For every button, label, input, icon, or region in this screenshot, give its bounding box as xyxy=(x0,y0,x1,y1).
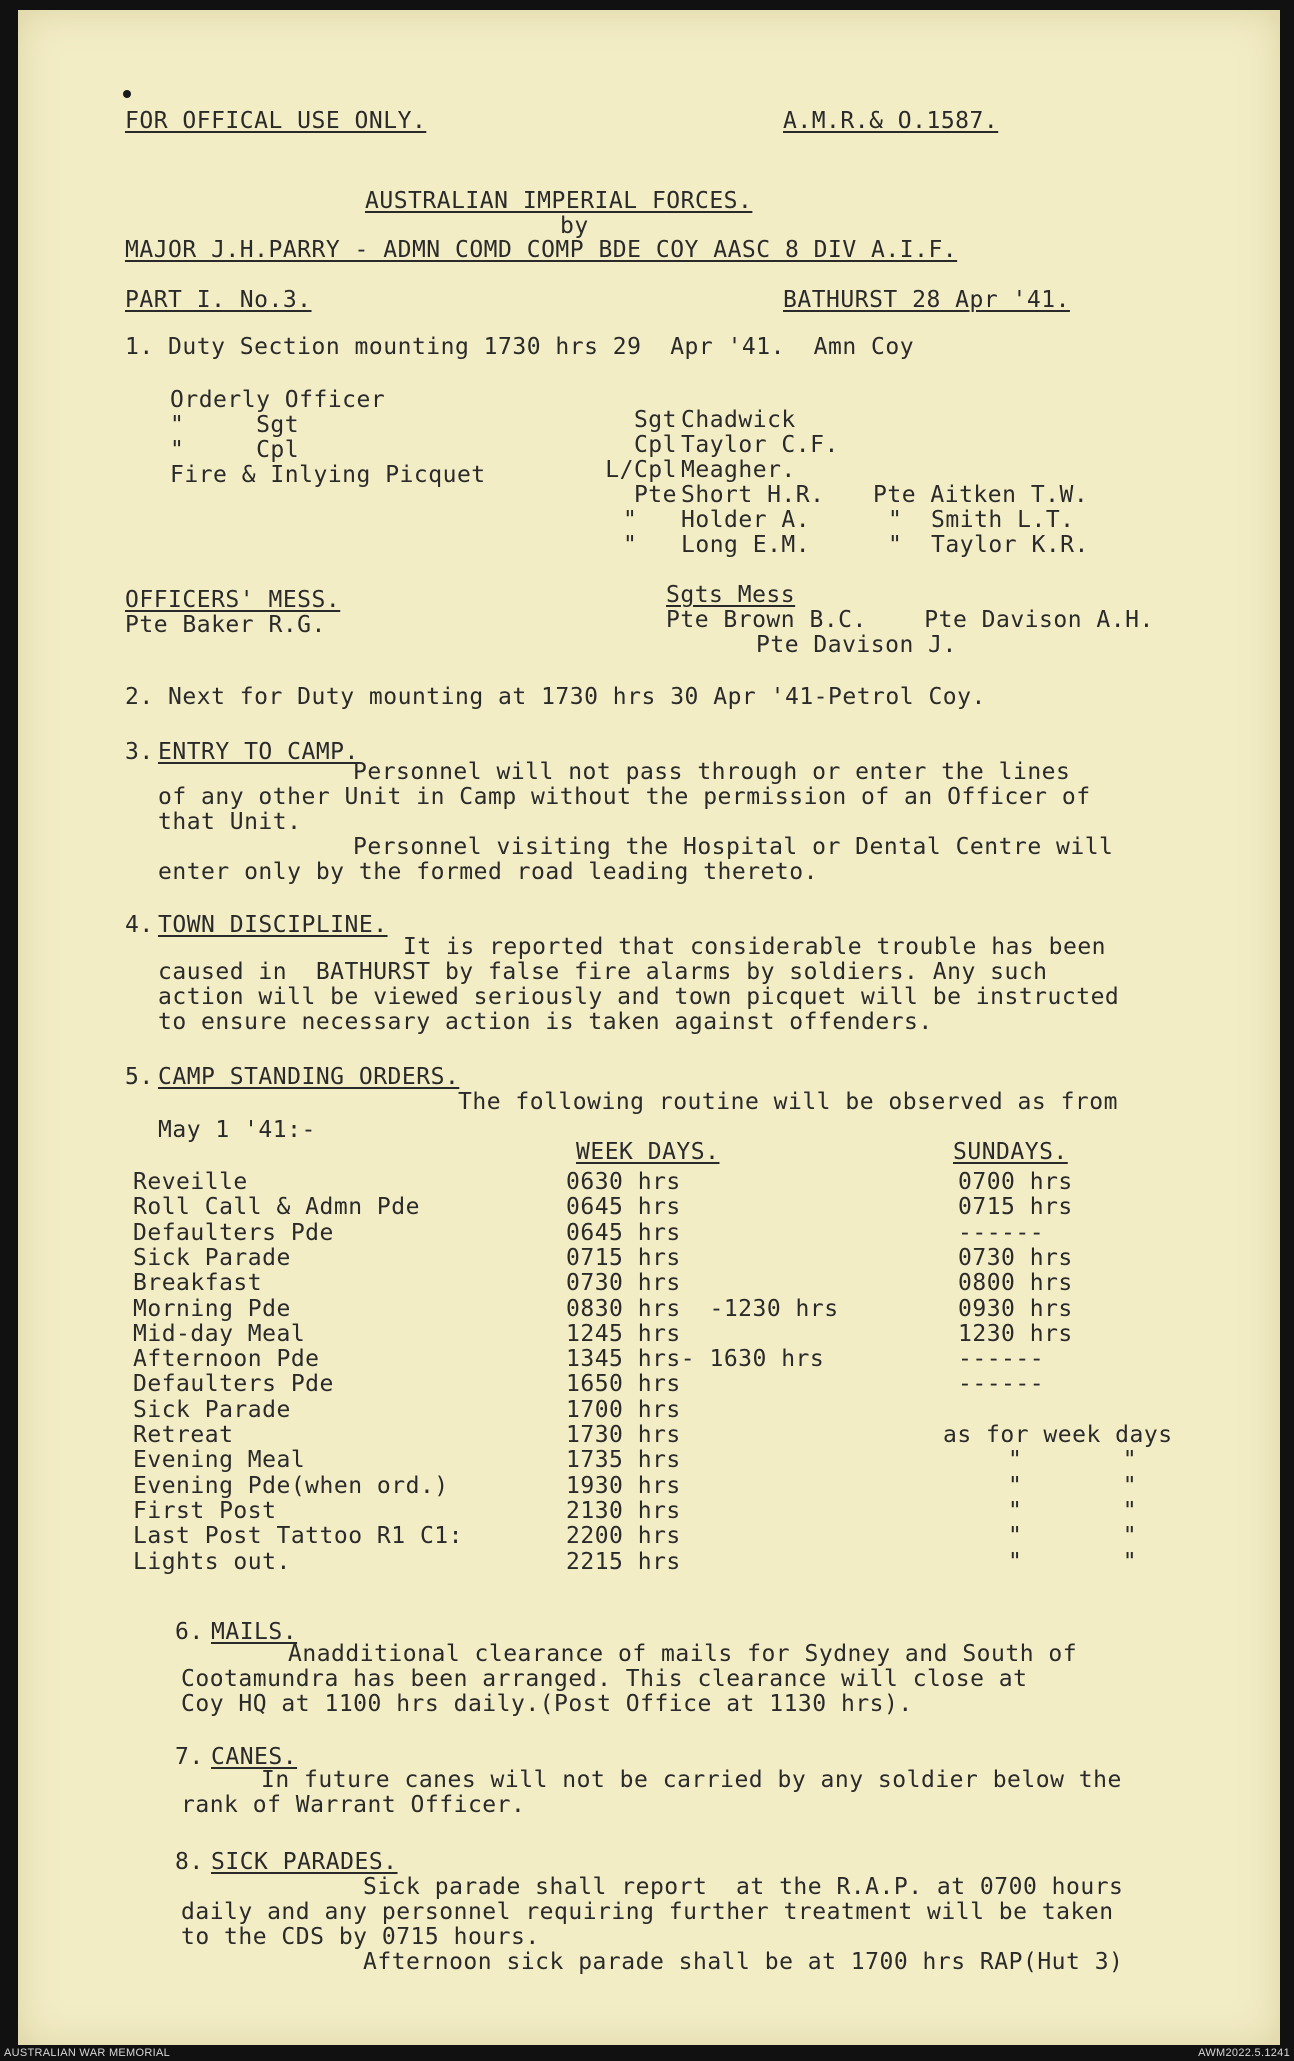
section-text: Personnel visiting the Hospital or Dental Centre will xyxy=(353,834,1114,860)
section-number: 5. xyxy=(125,1064,154,1090)
routine-item: Morning Pde xyxy=(133,1296,291,1322)
routine-item: First Post xyxy=(133,1498,277,1524)
section-title: ENTRY TO CAMP. xyxy=(158,739,359,765)
sgts-mess-names: Pte Brown B.C. Pte Davison A.H. xyxy=(666,607,1154,633)
section-text: to ensure necessary action is taken against offenders. xyxy=(158,1009,933,1035)
section-text: Afternoon sick parade shall be at 1700 hrs RAP(Hut 3) xyxy=(363,1949,1124,1975)
routine-weekday-time: 1345 hrs- 1630 hrs xyxy=(566,1346,825,1372)
rank: " xyxy=(623,507,638,533)
routine-item: Breakfast xyxy=(133,1270,263,1296)
section-text: of any other Unit in Camp without the permission of an Officer of xyxy=(158,784,1091,810)
duty-name: Short H.R. xyxy=(681,482,825,508)
section-text: It is reported that considerable trouble has been xyxy=(403,934,1107,960)
routine-item: Retreat xyxy=(133,1422,234,1448)
routine-sunday-time: 0800 hrs xyxy=(958,1270,1073,1296)
duty-name: Long E.M. xyxy=(681,532,811,558)
section-text: action will be viewed seriously and town picquet will be instructed xyxy=(158,984,1120,1010)
routine-sunday-time: 0715 hrs xyxy=(958,1194,1073,1220)
sundays-header: SUNDAYS. xyxy=(953,1139,1068,1165)
rank: " xyxy=(623,532,638,558)
duty-role: Orderly Officer xyxy=(170,387,386,413)
routine-sunday-time: " " xyxy=(1008,1523,1138,1549)
section-number: 7. xyxy=(175,1744,204,1770)
by-line: by xyxy=(560,213,589,239)
organisation-title: AUSTRALIAN IMPERIAL FORCES. xyxy=(365,188,753,214)
routine-item: Lights out. xyxy=(133,1549,291,1575)
reference-number: A.M.R.& O.1587. xyxy=(783,108,999,134)
routine-weekday-time: 0730 hrs xyxy=(566,1270,681,1296)
section-text: rank of Warrant Officer. xyxy=(181,1792,526,1818)
punch-hole xyxy=(123,90,131,98)
section-number: 4. xyxy=(125,912,154,938)
routine-sunday-time: 1230 hrs xyxy=(958,1321,1073,1347)
routine-sunday-time: " " xyxy=(1008,1498,1138,1524)
section-text: that Unit. xyxy=(158,809,302,835)
routine-weekday-time: 2200 hrs xyxy=(566,1523,681,1549)
routine-item: Sick Parade xyxy=(133,1245,291,1271)
routine-item: Afternoon Pde xyxy=(133,1346,320,1372)
section-text: daily and any personnel requiring further treatment will be taken xyxy=(181,1899,1114,1925)
section-number: 6. xyxy=(175,1619,204,1645)
routine-sunday-time: ------ xyxy=(958,1371,1045,1397)
routine-weekday-time: 1245 hrs xyxy=(566,1321,681,1347)
routine-weekday-time: 0715 hrs xyxy=(566,1245,681,1271)
duty-name: Chadwick xyxy=(681,407,796,433)
routine-sunday-time: 0700 hrs xyxy=(958,1169,1073,1195)
duty-name: Holder A. xyxy=(681,507,811,533)
routine-item: Evening Pde(when ord.) xyxy=(133,1473,449,1499)
routine-weekday-time: 1735 hrs xyxy=(566,1447,681,1473)
routine-weekday-time: 0645 hrs xyxy=(566,1220,681,1246)
next-duty-line: 2. Next for Duty mounting at 1730 hrs 30 Apr '41-Petrol Coy. xyxy=(125,684,986,710)
routine-sunday-time: " " xyxy=(1008,1447,1138,1473)
sgts-mess-title: Sgts Mess xyxy=(666,582,796,608)
document-page xyxy=(18,10,1280,2045)
section-number: 3. xyxy=(125,739,154,765)
officers-mess-name: Pte Baker R.G. xyxy=(125,612,326,638)
duty-section-line: 1. Duty Section mounting 1730 hrs 29 Apr '41. Amn Coy xyxy=(125,334,915,360)
routine-item: Evening Meal xyxy=(133,1447,306,1473)
routine-weekday-time: 1650 hrs xyxy=(566,1371,681,1397)
duty-name: Meagher. xyxy=(681,457,796,483)
rank: Cpl xyxy=(633,432,677,458)
sgts-mess-names: Pte Davison J. xyxy=(756,632,957,658)
section-text: Sick parade shall report at the R.A.P. at 0700 hours xyxy=(363,1874,1124,1900)
rank: Sgt xyxy=(633,407,677,433)
place-date: BATHURST 28 Apr '41. xyxy=(783,287,1070,313)
routine-weekday-time: 1930 hrs xyxy=(566,1473,681,1499)
section-title: CAMP STANDING ORDERS. xyxy=(158,1064,460,1090)
section-text: caused in BATHURST by false fire alarms by soldiers. Any such xyxy=(158,959,1048,985)
routine-item: Roll Call & Admn Pde xyxy=(133,1194,420,1220)
section-text: Cootamundra has been arranged. This clearance will close at xyxy=(181,1666,1028,1692)
routine-sunday-time: as for week days xyxy=(943,1422,1173,1448)
routine-weekday-time: 0830 hrs -1230 hrs xyxy=(566,1296,839,1322)
duty-name: Taylor C.F. xyxy=(681,432,839,458)
duty-role: " Sgt xyxy=(170,412,300,438)
duty-role: " Cpl xyxy=(170,437,300,463)
section-title: MAILS. xyxy=(211,1619,298,1645)
routine-item: Sick Parade xyxy=(133,1397,291,1423)
routine-weekday-time: 2130 hrs xyxy=(566,1498,681,1524)
section-text: to the CDS by 0715 hours. xyxy=(181,1924,540,1950)
section-text: enter only by the formed road leading thereto. xyxy=(158,859,818,885)
duty-role: Fire & Inlying Picquet xyxy=(170,462,486,488)
section-text: In future canes will not be carried by any soldier below the xyxy=(261,1767,1122,1793)
picquet-name: " Taylor K.R. xyxy=(888,532,1089,558)
section-number: 8. xyxy=(175,1849,204,1875)
routine-weekday-time: 0630 hrs xyxy=(566,1169,681,1195)
week-days-header: WEEK DAYS. xyxy=(576,1139,720,1165)
picquet-name: " Smith L.T. xyxy=(888,507,1075,533)
effective-date: May 1 '41:- xyxy=(158,1117,316,1143)
rank: L/Cpl xyxy=(605,457,677,483)
section-title: SICK PARADES. xyxy=(211,1849,398,1875)
routine-item: Mid-day Meal xyxy=(133,1321,306,1347)
routine-sunday-time: 0930 hrs xyxy=(958,1296,1073,1322)
routine-sunday-time: ------ xyxy=(958,1220,1045,1246)
routine-item: Defaulters Pde xyxy=(133,1220,334,1246)
section-text: Anadditional clearance of mails for Sydney and South of xyxy=(288,1641,1078,1667)
restricted-marking: FOR OFFICAL USE ONLY. xyxy=(125,108,427,134)
routine-sunday-time: ------ xyxy=(958,1346,1045,1372)
routine-sunday-time: 0730 hrs xyxy=(958,1245,1073,1271)
section-text: The following routine will be observed as from xyxy=(458,1089,1118,1115)
routine-weekday-time: 1730 hrs xyxy=(566,1422,681,1448)
routine-weekday-time: 2215 hrs xyxy=(566,1549,681,1575)
routine-item: Reveille xyxy=(133,1169,248,1195)
archive-reference: AWM2022.5.1241 xyxy=(1198,2047,1290,2059)
section-title: TOWN DISCIPLINE. xyxy=(158,912,388,938)
picquet-name: Pte Aitken T.W. xyxy=(873,482,1089,508)
part-number: PART I. No.3. xyxy=(125,287,312,313)
archive-credit: AUSTRALIAN WAR MEMORIAL xyxy=(4,2047,171,2059)
officers-mess-title: OFFICERS' MESS. xyxy=(125,587,341,613)
section-text: Coy HQ at 1100 hrs daily.(Post Office at 1130 hrs). xyxy=(181,1691,913,1717)
issuer-line: MAJOR J.H.PARRY - ADMN COMD COMP BDE COY AASC 8 DIV A.I.F. xyxy=(125,237,958,263)
routine-item: Last Post Tattoo R1 C1: xyxy=(133,1523,463,1549)
routine-item: Defaulters Pde xyxy=(133,1371,334,1397)
routine-sunday-time: " " xyxy=(1008,1549,1138,1575)
routine-sunday-time: " " xyxy=(1008,1473,1138,1499)
rank: Pte xyxy=(633,482,677,508)
routine-weekday-time: 0645 hrs xyxy=(566,1194,681,1220)
section-title: CANES. xyxy=(211,1744,298,1770)
section-text: Personnel will not pass through or enter the lines xyxy=(353,759,1071,785)
routine-weekday-time: 1700 hrs xyxy=(566,1397,681,1423)
